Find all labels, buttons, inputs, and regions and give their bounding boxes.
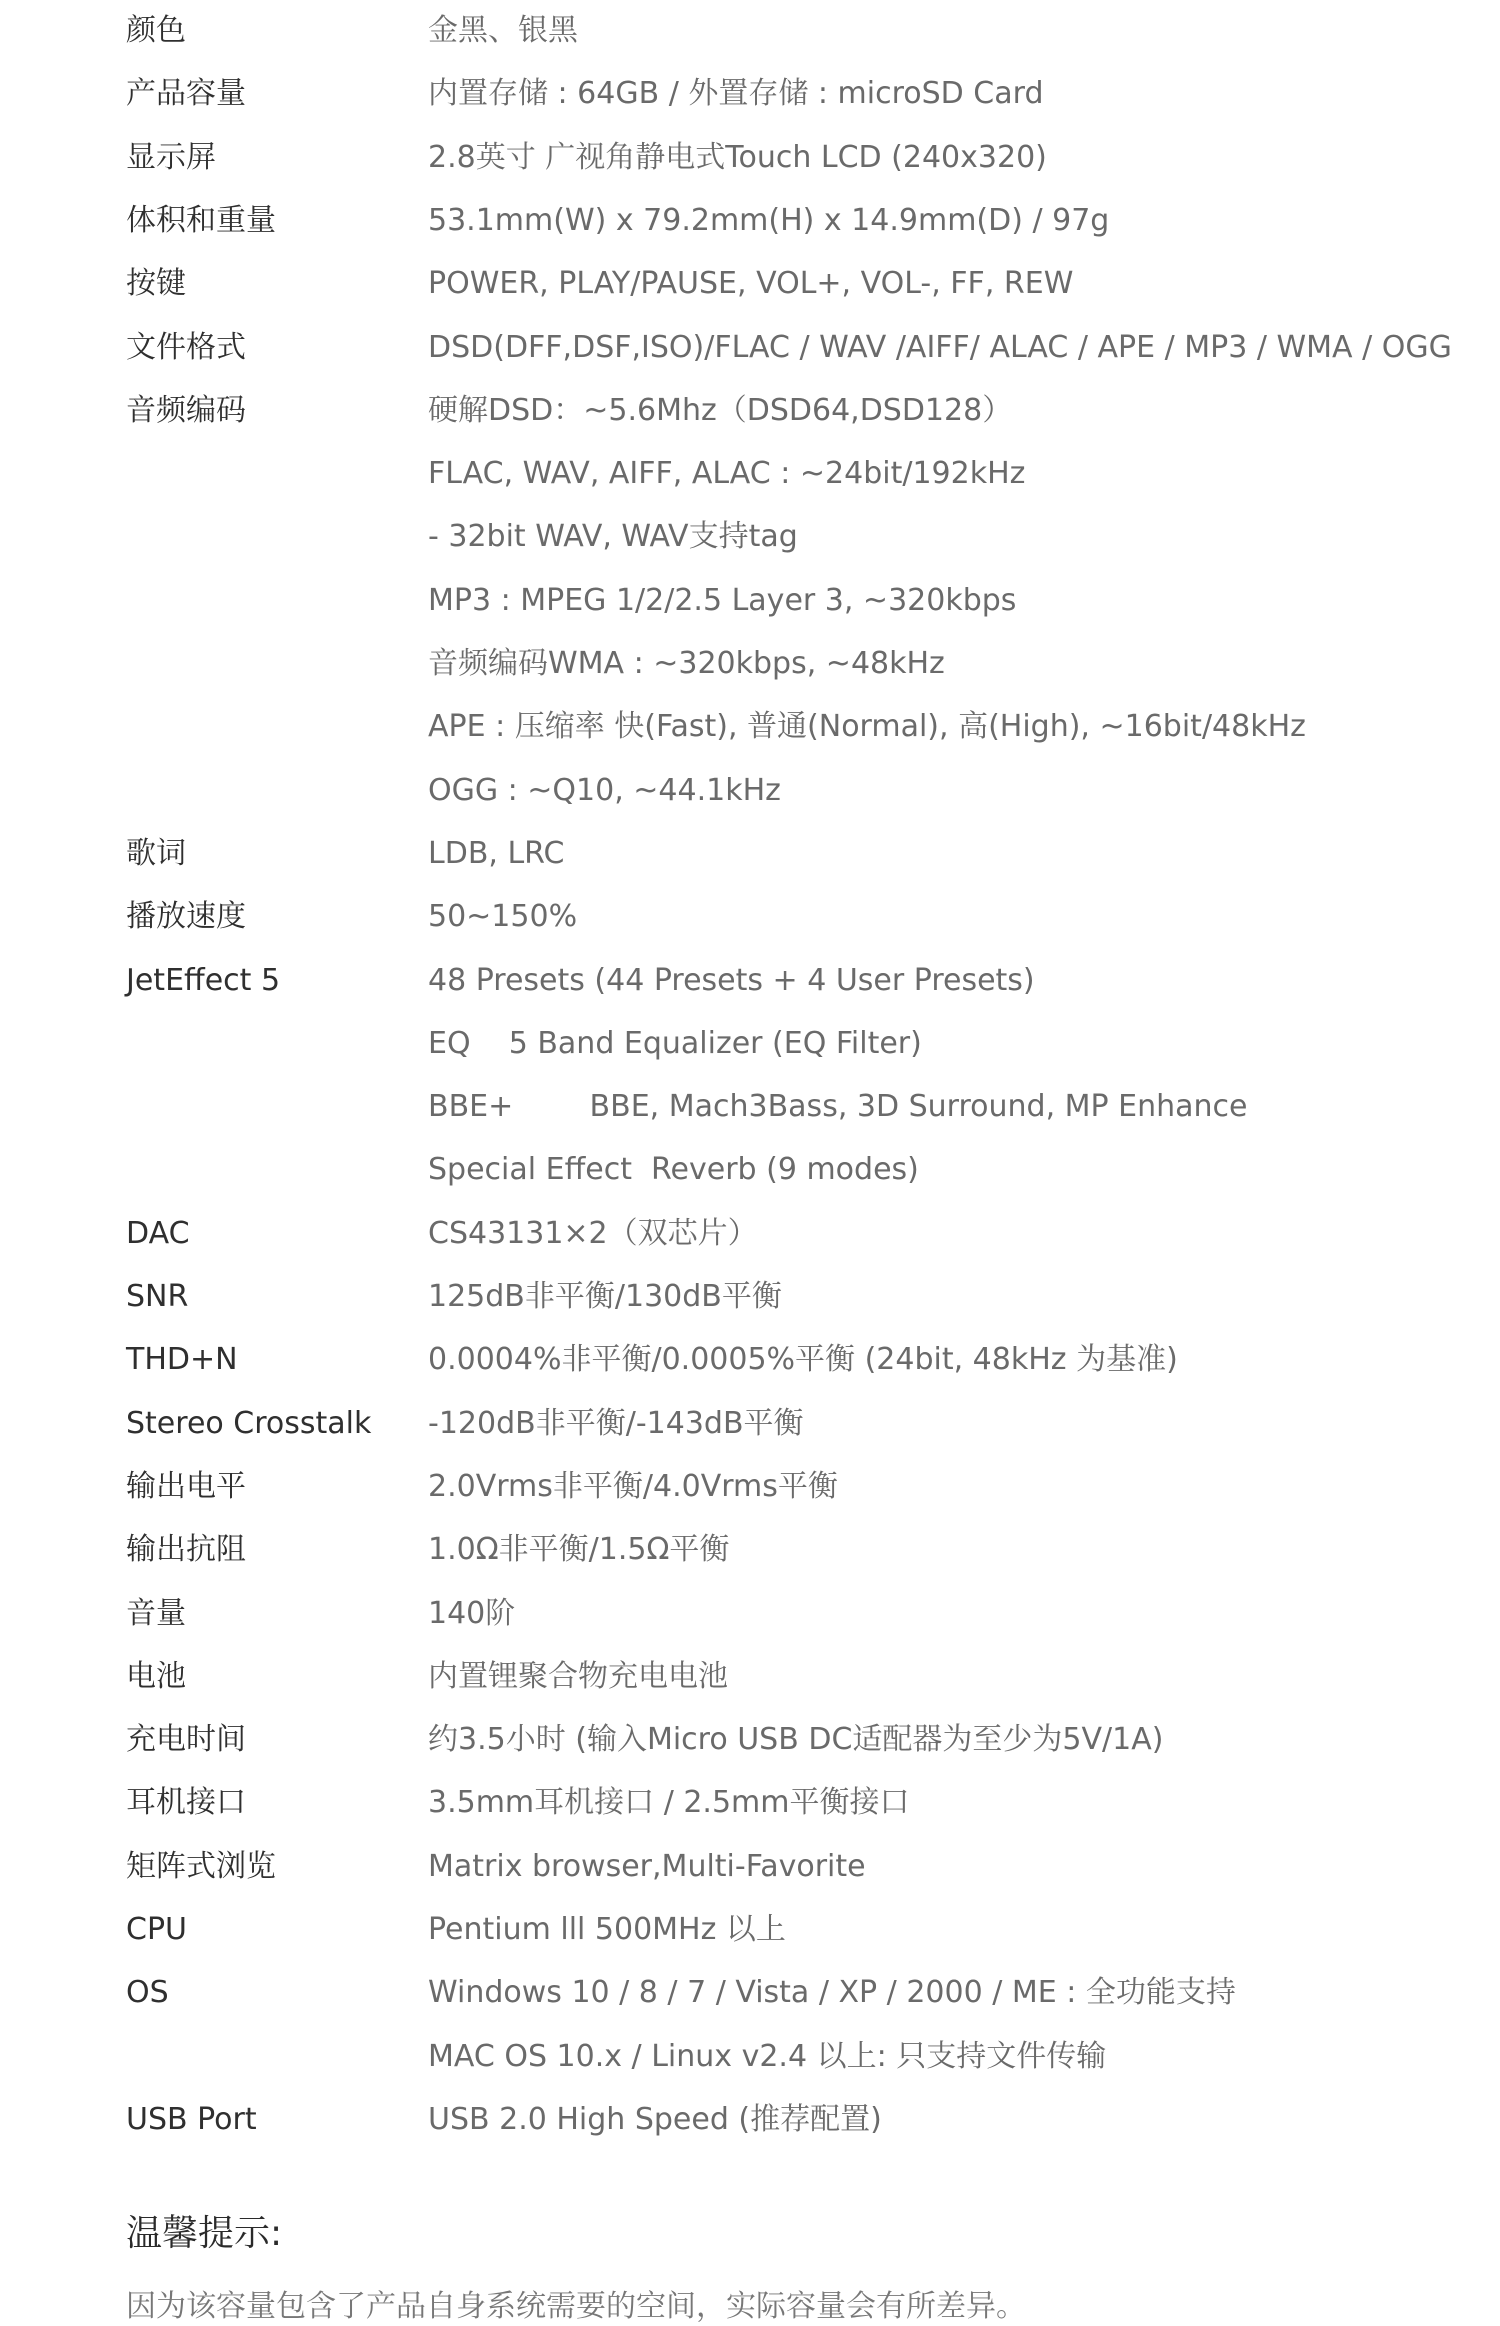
spec-value: 53.1mm(W) x 79.2mm(H) x 14.9mm(D) / 97g	[428, 202, 1110, 238]
spec-label: SNR	[126, 1279, 189, 1314]
spec-row	[0, 1962, 1500, 2025]
spec-row	[0, 190, 1500, 253]
spec-value: FLAC, WAV, AIFF, ALAC : ~24bit/192kHz	[428, 456, 1026, 492]
spec-row	[0, 1899, 1500, 1962]
spec-label: 充电时间	[126, 1722, 246, 1758]
spec-row	[0, 633, 1500, 696]
spec-value: BBE+ BBE, Mach3Bass, 3D Surround, MP Enhance	[428, 1089, 1248, 1125]
spec-value: 3.5mm耳机接口 / 2.5mm平衡接口	[428, 1785, 910, 1821]
spec-value: Special Effect Reverb (9 modes)	[428, 1152, 919, 1188]
spec-label: 耳机接口	[126, 1785, 246, 1821]
spec-row	[0, 1329, 1500, 1392]
spec-label: 电池	[126, 1658, 186, 1694]
spec-label: OS	[126, 1975, 169, 2011]
spec-value: POWER, PLAY/PAUSE, VOL+, VOL-, FF, REW	[428, 266, 1074, 302]
spec-value: Pentium lll 500MHz 以上	[428, 1912, 786, 1947]
spec-value: MAC OS 10.x / Linux v2.4 以上: 只支持文件传输	[428, 2038, 1107, 2074]
spec-row	[0, 317, 1500, 380]
spec-row	[0, 760, 1500, 823]
spec-row	[0, 823, 1500, 886]
spec-row	[0, 1203, 1500, 1266]
spec-value: 硬解DSD：~5.6Mhz（DSD64,DSD128）	[428, 392, 1013, 428]
spec-label: DAC	[126, 1215, 190, 1251]
spec-label: 颜色	[126, 13, 186, 48]
spec-value: 内置锂聚合物充电电池	[428, 1658, 728, 1694]
spec-label: 播放速度	[126, 899, 246, 935]
spec-label: 矩阵式浏览	[126, 1848, 276, 1884]
spec-value: 金黑、银黑	[428, 13, 578, 48]
spec-value: CS43131×2（双芯片）	[428, 1215, 758, 1251]
spec-value: 2.0Vrms非平衡/4.0Vrms平衡	[428, 1468, 838, 1504]
spec-value: USB 2.0 High Speed (推荐配置)	[428, 2101, 882, 2137]
spec-row	[0, 696, 1500, 759]
spec-label: 音量	[126, 1595, 186, 1631]
spec-value: 0.0004%非平衡/0.0005%平衡 (24bit, 48kHz 为基准)	[428, 1342, 1178, 1378]
spec-row	[0, 1139, 1500, 1202]
spec-row	[0, 1519, 1500, 1582]
spec-row	[0, 506, 1500, 569]
spec-row	[0, 443, 1500, 506]
spec-value: APE : 压缩率 快(Fast), 普通(Normal), 高(High), ~16bit/48kHz	[428, 709, 1306, 745]
spec-value: 2.8英寸 广视角静电式Touch LCD (240x320)	[428, 139, 1047, 175]
spec-row	[0, 380, 1500, 443]
spec-row	[0, 1076, 1500, 1139]
spec-row	[0, 570, 1500, 633]
spec-label: 文件格式	[126, 329, 246, 365]
spec-label: CPU	[126, 1912, 187, 1947]
tip-text: 因为该容量包含了产品自身系统需要的空间，实际容量会有所差异。	[126, 2289, 1026, 2324]
spec-value: 48 Presets (44 Presets + 4 User Presets)	[428, 962, 1035, 998]
spec-value: OGG : ~Q10, ~44.1kHz	[428, 772, 781, 808]
spec-row	[0, 1772, 1500, 1835]
spec-value: 约3.5小时 (输入Micro USB DC适配器为至少为5V/1A)	[428, 1722, 1164, 1758]
spec-value: 内置存储 : 64GB / 外置存储 : microSD Card	[428, 76, 1044, 112]
spec-label: 体积和重量	[126, 202, 276, 238]
spec-value: -120dB非平衡/-143dB平衡	[428, 1405, 804, 1441]
spec-row	[0, 1709, 1500, 1772]
spec-row	[0, 2026, 1500, 2089]
spec-label: 输出电平	[126, 1468, 246, 1504]
spec-label: USB Port	[126, 2101, 257, 2137]
spec-row	[0, 1393, 1500, 1456]
spec-value: 50~150%	[428, 899, 578, 935]
spec-value: 140阶	[428, 1595, 516, 1631]
spec-row	[0, 886, 1500, 949]
spec-row	[0, 1646, 1500, 1709]
spec-row	[0, 2089, 1500, 2152]
spec-row	[0, 1013, 1500, 1076]
spec-label: JetEffect 5	[126, 962, 281, 998]
spec-row	[0, 950, 1500, 1013]
spec-row	[0, 1266, 1500, 1329]
spec-value: MP3 : MPEG 1/2/2.5 Layer 3, ~320kbps	[428, 582, 1017, 618]
spec-row	[0, 63, 1500, 126]
spec-value: 音频编码WMA : ~320kbps, ~48kHz	[428, 646, 945, 681]
spec-label: 按键	[126, 266, 186, 302]
spec-value: 125dB非平衡/130dB平衡	[428, 1279, 782, 1314]
spec-row	[0, 1836, 1500, 1899]
spec-label: 产品容量	[126, 76, 246, 112]
spec-row	[0, 1456, 1500, 1519]
spec-value: 1.0Ω非平衡/1.5Ω平衡	[428, 1532, 730, 1568]
spec-label: THD+N	[126, 1342, 238, 1378]
spec-row	[0, 253, 1500, 316]
spec-value: Matrix browser,Multi-Favorite	[428, 1848, 866, 1884]
spec-value: LDB, LRC	[428, 835, 565, 871]
spec-label: 显示屏	[126, 139, 216, 175]
spec-label: 输出抗阻	[126, 1532, 246, 1568]
spec-value: - 32bit WAV, WAV支持tag	[428, 519, 798, 555]
spec-value: DSD(DFF,DSF,ISO)/FLAC / WAV /AIFF/ ALAC / APE / MP3 / WMA / OGG	[428, 329, 1452, 365]
spec-value: Windows 10 / 8 / 7 / Vista / XP / 2000 / ME : 全功能支持	[428, 1975, 1236, 2011]
spec-value: EQ 5 Band Equalizer (EQ Filter)	[428, 1025, 922, 1061]
spec-row	[0, 127, 1500, 190]
spec-label: 音频编码	[126, 392, 246, 428]
spec-label: Stereo Crosstalk	[126, 1405, 372, 1441]
spec-row	[0, 1583, 1500, 1646]
tip-title: 温馨提示:	[126, 2213, 283, 2254]
spec-row	[0, 0, 1500, 63]
spec-label: 歌词	[126, 835, 186, 871]
